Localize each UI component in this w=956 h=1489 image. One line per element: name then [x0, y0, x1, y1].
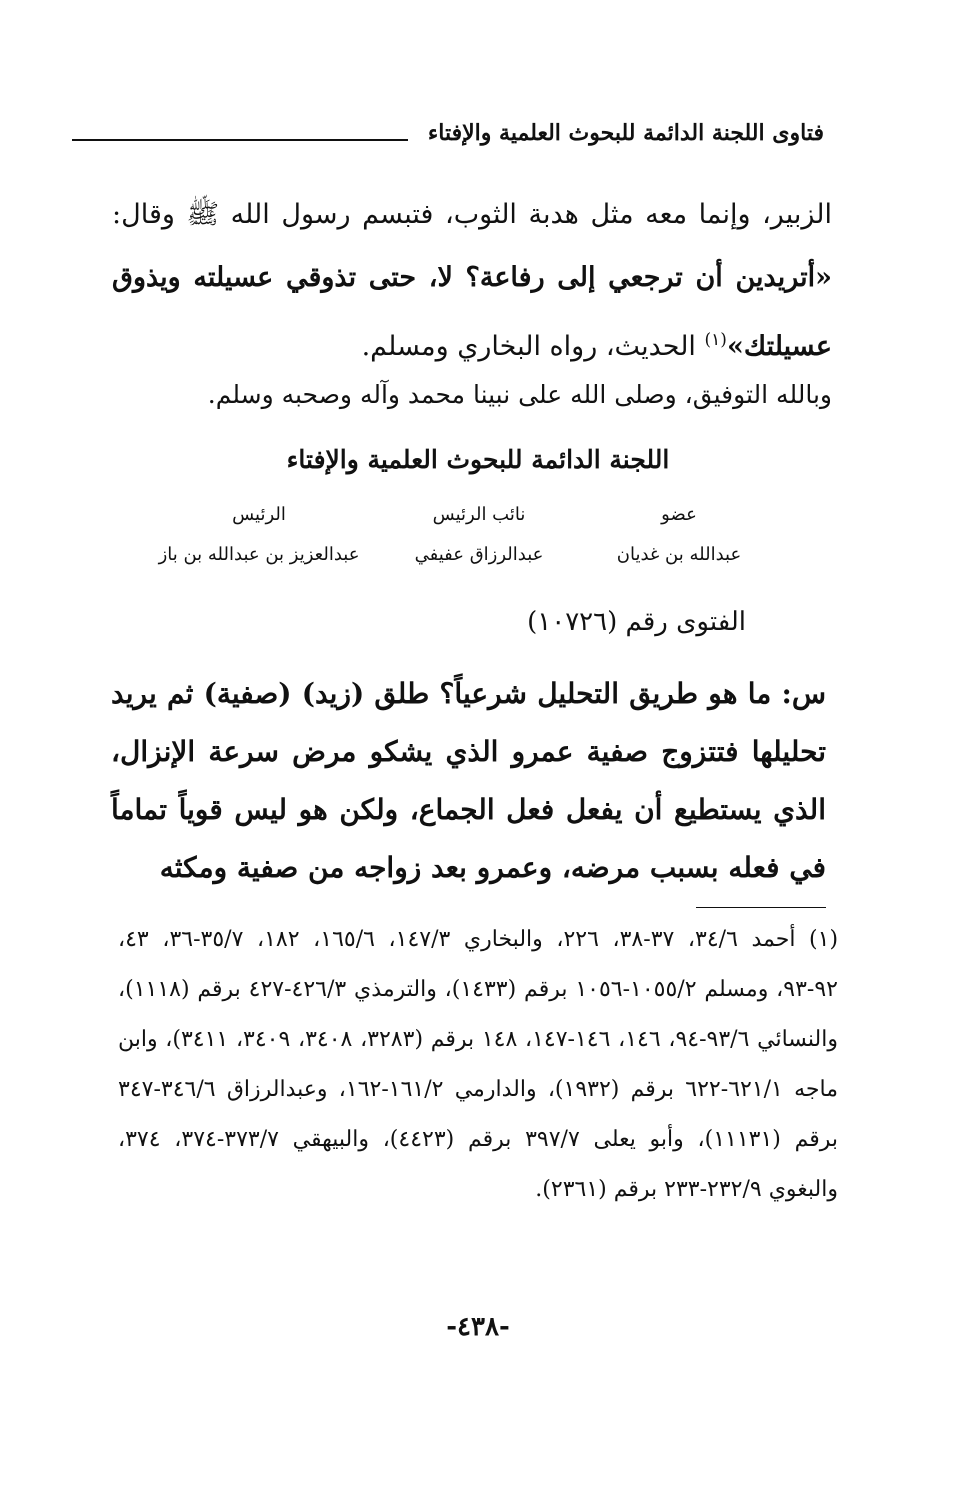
signature-role: الرئيس	[232, 504, 286, 525]
hadith-quote: «أتريدين أن ترجعي إلى رفاعة؟ لا، حتى تذوقي عسيلته ويذوق عسيلتك»	[112, 262, 832, 362]
signatures-block	[158, 495, 759, 575]
footnote-separator	[696, 907, 826, 908]
signature-role: عضو	[661, 504, 697, 525]
header-rule	[72, 139, 408, 141]
signature-member	[599, 495, 759, 575]
closing-prayer: وبالله التوفيق، وصلى الله على نبينا محمد وآله وصحبه وسلم.	[207, 380, 832, 409]
signature-name: عبدالعزيز بن عبدالله بن باز	[158, 544, 360, 565]
signature-president	[149, 495, 369, 575]
hadith-tail: الحديث، رواه البخاري ومسلم.	[361, 331, 696, 362]
hadith-paragraph	[112, 183, 832, 378]
signature-vice-president	[399, 495, 559, 575]
fatwa-number: الفتوى رقم (١٠٧٢٦)	[527, 607, 746, 637]
committee-title: اللجنة الدائمة للبحوث العلمية والإفتاء	[286, 445, 670, 474]
signature-name: عبدالله بن غديان	[616, 544, 742, 565]
hadith-intro: الزبير، وإنما معه مثل هدبة الثوب، فتبسم رسول الله ﷺ وقال:	[112, 199, 832, 230]
page-number: -٤٣٨-	[446, 1312, 510, 1342]
question-paragraph: س: ما هو طريق التحليل شرعياً؟ طلق (زيد) (صفية) ثم يريد تحليلها فتتزوج صفية عمرو الذي يشكو مرض سرعة الإنزال، الذي يستطيع أن يفعل فعل الجماع، ولكن هو ليس قوياً تماماً في فعله بسبب مرضه، وعمرو بعد زواجه من صفية ومكثه	[111, 677, 826, 884]
footnote-reference: (١)	[704, 330, 727, 350]
running-header	[72, 120, 824, 170]
signature-name: عبدالرزاق عفيفي	[414, 544, 544, 565]
header-title: فتاوى اللجنة الدائمة للبحوث العلمية والإفتاء	[427, 120, 824, 146]
footnote: (١) أحمد ٣٤/٦، ٣٧-٣٨، ٢٢٦، والبخاري ١٤٧/٣، ١٦٥/٦، ١٨٢، ٣٥/٧-٣٦، ٤٣، ٩٢-٩٣، ومسلم ١٠٥٥/٢-١٠٥٦ برقم (١٤٣٣)، والترمذي ٤٢٦/٣-٤٢٧ برقم (١١١٨)، والنسائي ٩٣/٦-٩٤، ١٤٦، ١٤٦-١٤٧، ١٤٨ برقم (٣٢٨٣، ٣٤٠٨، ٣٤٠٩، ٣٤١١)، وابن ماجه ٦٢١/١-٦٢٢ برقم (١٩٣٢)، والدارمي ١٦١/٢-١٦٢، وعبدالرزاق ٣٤٦/٦-٣٤٧ برقم (١١١٣١)، وأبو يعلى ٣٩٧/٧ برقم (٤٤٢٣)، والبيهقي ٣٧٣/٧-٣٧٤، ٣٧٤، والبغوي ٢٣٢/٩-٢٣٣ برقم (٢٣٦١).	[118, 927, 839, 1202]
signature-role: نائب الرئيس	[432, 504, 526, 525]
